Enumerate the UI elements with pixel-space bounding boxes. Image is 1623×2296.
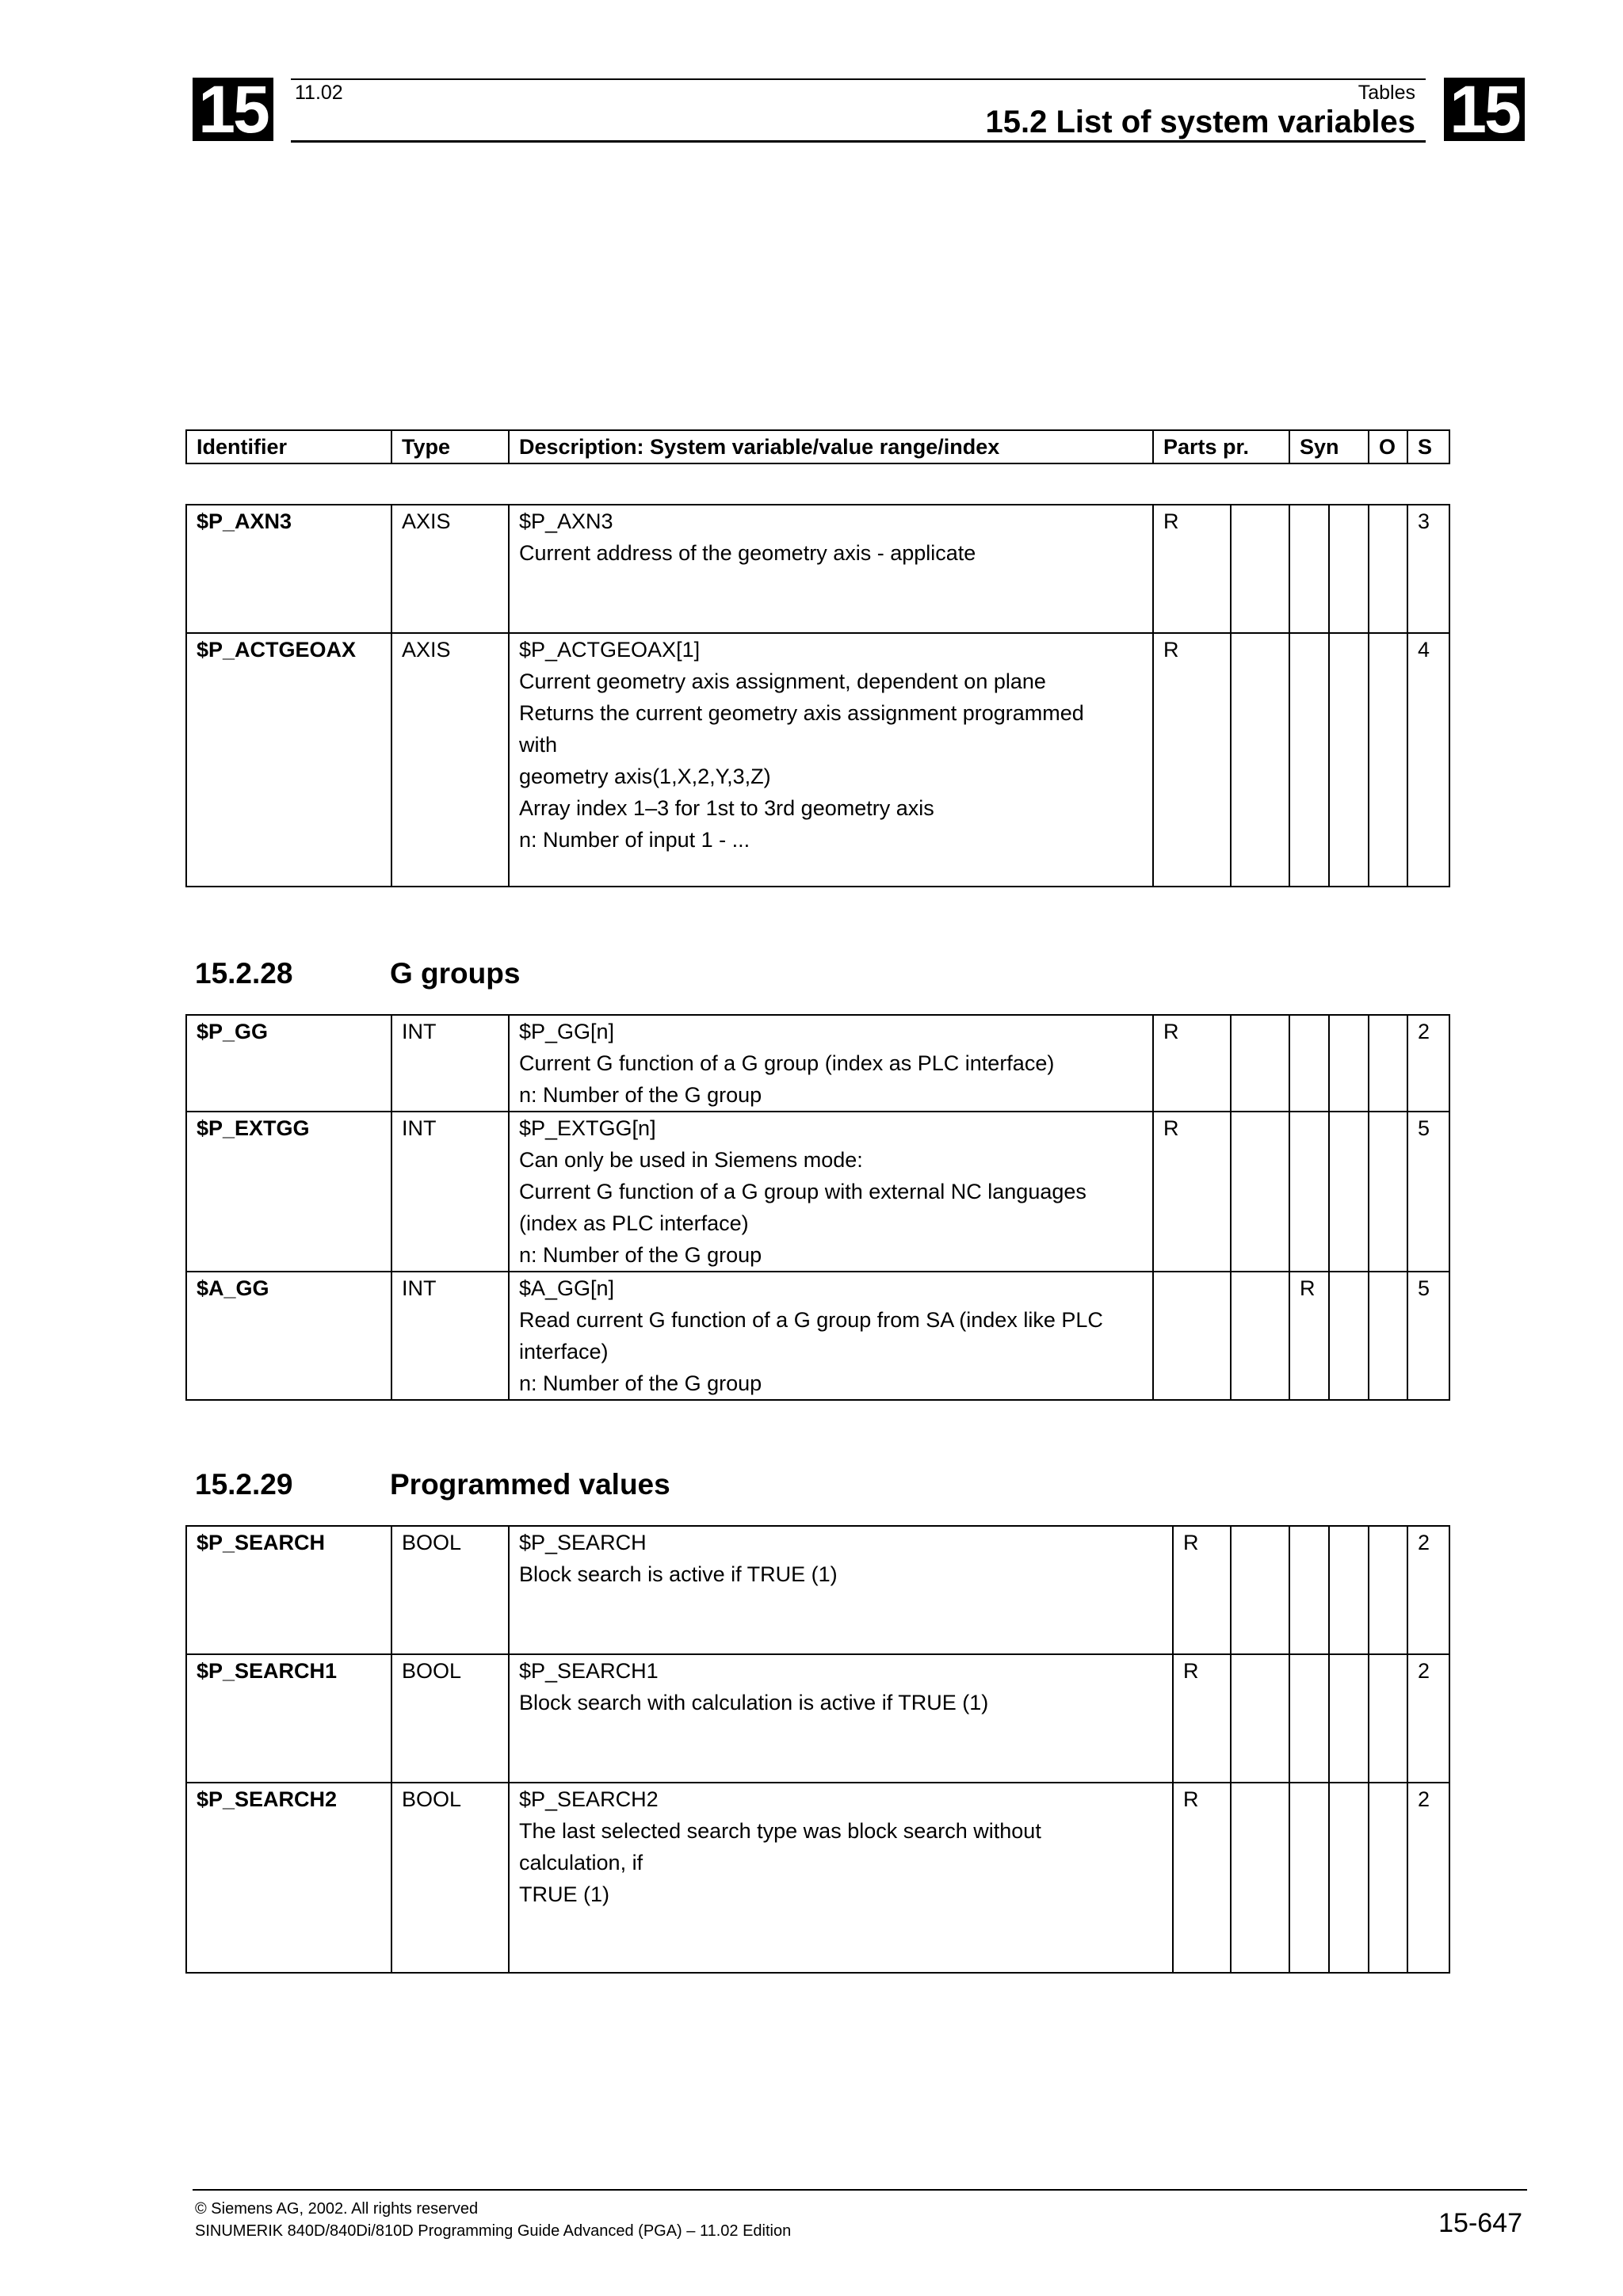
o-cell <box>1369 505 1407 633</box>
syn-cell <box>1289 1526 1329 1654</box>
description-cell <box>509 1526 1173 1654</box>
description-line: Can only be used in Siemens mode: <box>519 1148 863 1172</box>
identifier-cell: $P_GG <box>186 1015 391 1112</box>
description-line: with <box>519 733 558 757</box>
identifier-cell: $P_SEARCH <box>186 1526 391 1654</box>
footer-book-title: SINUMERIK 840D/840Di/810D Programming Guide Advanced (PGA) – 11.02 Edition <box>195 2222 792 2240</box>
description-line: $P_GG[n] <box>519 1020 615 1043</box>
parts-cell <box>1231 1272 1289 1400</box>
description-cell <box>509 1015 1153 1112</box>
description-line: Returns the current geometry axis assignment programmed <box>519 701 1084 725</box>
s-cell: 5 <box>1407 1272 1449 1400</box>
parts-cell <box>1231 505 1289 633</box>
syn-cell <box>1329 1526 1369 1654</box>
description-line: Current G function of a G group (index as PLC interface) <box>519 1051 1055 1075</box>
identifier-cell: $P_ACTGEOAX <box>186 633 391 887</box>
description-line: Current geometry axis assignment, dependent on plane <box>519 669 1046 693</box>
variables-table-axis <box>185 504 1450 887</box>
table-row <box>186 1272 1449 1400</box>
chapter-number-right: 15 <box>1444 78 1525 141</box>
description-cell <box>509 633 1153 887</box>
description-line: Array index 1–3 for 1st to 3rd geometry axis <box>519 796 934 820</box>
syn-cell: R <box>1289 1272 1329 1400</box>
section-number: 15.2.29 <box>195 1468 293 1501</box>
type-cell: BOOL <box>391 1654 509 1783</box>
header-rule-top <box>291 78 1426 80</box>
variables-table-programmed-values <box>185 1525 1450 1974</box>
s-cell: 2 <box>1407 1783 1449 1973</box>
parts-cell <box>1231 1112 1289 1272</box>
footer-rule <box>193 2189 1527 2191</box>
table-row <box>186 1526 1449 1654</box>
syn-cell <box>1329 1654 1369 1783</box>
header-section-label: Tables <box>1358 82 1415 104</box>
syn-cell <box>1289 1783 1329 1973</box>
section-title: G groups <box>390 957 521 990</box>
parts-cell: R <box>1173 1654 1231 1783</box>
footer-copyright: © Siemens AG, 2002. All rights reserved <box>195 2200 479 2218</box>
parts-cell <box>1153 1272 1231 1400</box>
description-line: Current G function of a G group with external NC languages <box>519 1180 1086 1203</box>
description-line: Block search with calculation is active if TRUE (1) <box>519 1691 989 1714</box>
description-cell <box>509 505 1153 633</box>
s-cell: 5 <box>1407 1112 1449 1272</box>
parts-cell <box>1231 1783 1289 1973</box>
identifier-cell: $P_SEARCH2 <box>186 1783 391 1973</box>
description-line: n: Number of the G group <box>519 1083 762 1107</box>
table-row <box>186 505 1449 633</box>
parts-cell: R <box>1173 1783 1231 1973</box>
syn-cell <box>1329 1272 1369 1400</box>
o-cell <box>1369 1272 1407 1400</box>
syn-cell <box>1329 1112 1369 1272</box>
col-header-description: Description: System variable/value range/index <box>509 430 1153 463</box>
parts-cell <box>1231 633 1289 887</box>
type-cell: BOOL <box>391 1526 509 1654</box>
parts-cell: R <box>1173 1526 1231 1654</box>
description-line: Block search is active if TRUE (1) <box>519 1562 838 1586</box>
section-title: Programmed values <box>390 1468 670 1501</box>
variables-table-g-groups <box>185 1014 1450 1401</box>
identifier-cell: $P_EXTGG <box>186 1112 391 1272</box>
syn-cell <box>1289 505 1329 633</box>
description-cell <box>509 1654 1173 1783</box>
description-line: $P_AXN3 <box>519 509 613 533</box>
description-line: $P_SEARCH <box>519 1531 647 1554</box>
s-cell: 2 <box>1407 1654 1449 1783</box>
column-header-row <box>186 430 1449 463</box>
parts-cell <box>1231 1526 1289 1654</box>
syn-cell <box>1329 1015 1369 1112</box>
header-date: 11.02 <box>295 82 343 104</box>
col-header-o: O <box>1369 430 1407 463</box>
syn-cell <box>1289 1015 1329 1112</box>
s-cell: 2 <box>1407 1526 1449 1654</box>
col-header-type: Type <box>391 430 509 463</box>
type-cell: AXIS <box>391 505 509 633</box>
description-cell <box>509 1783 1173 1973</box>
type-cell: BOOL <box>391 1783 509 1973</box>
identifier-cell: $A_GG <box>186 1272 391 1400</box>
description-line: TRUE (1) <box>519 1882 609 1906</box>
parts-cell: R <box>1153 633 1231 887</box>
syn-cell <box>1289 1654 1329 1783</box>
page-number: 15-647 <box>1438 2208 1522 2238</box>
table-row <box>186 1112 1449 1272</box>
parts-cell: R <box>1153 1112 1231 1272</box>
table-row <box>186 1783 1449 1973</box>
section-number: 15.2.28 <box>195 957 293 990</box>
col-header-parts-pr: Parts pr. <box>1153 430 1289 463</box>
description-line: Read current G function of a G group from SA (index like PLC <box>519 1308 1103 1332</box>
s-cell: 2 <box>1407 1015 1449 1112</box>
s-cell: 4 <box>1407 633 1449 887</box>
description-line: geometry axis(1,X,2,Y,3,Z) <box>519 765 771 788</box>
syn-cell <box>1329 1783 1369 1973</box>
o-cell <box>1369 633 1407 887</box>
description-line: calculation, if <box>519 1851 643 1875</box>
syn-cell <box>1289 1112 1329 1272</box>
parts-cell <box>1231 1654 1289 1783</box>
table-row <box>186 1654 1449 1783</box>
identifier-cell: $P_AXN3 <box>186 505 391 633</box>
description-line: $P_EXTGG[n] <box>519 1116 656 1140</box>
header-rule-bottom <box>291 140 1426 143</box>
o-cell <box>1369 1654 1407 1783</box>
o-cell <box>1369 1526 1407 1654</box>
description-line: $P_ACTGEOAX[1] <box>519 638 701 662</box>
identifier-cell: $P_SEARCH1 <box>186 1654 391 1783</box>
description-line: $P_SEARCH1 <box>519 1659 659 1683</box>
description-line: (index as PLC interface) <box>519 1211 749 1235</box>
description-line: Current address of the geometry axis - applicate <box>519 541 976 565</box>
description-line: n: Number of the G group <box>519 1371 762 1395</box>
o-cell <box>1369 1783 1407 1973</box>
description-line: The last selected search type was block search without <box>519 1819 1041 1843</box>
o-cell <box>1369 1112 1407 1272</box>
col-header-syn: Syn <box>1289 430 1369 463</box>
description-line: $P_SEARCH2 <box>519 1787 659 1811</box>
description-line: n: Number of input 1 - ... <box>519 828 750 852</box>
table-row <box>186 1015 1449 1112</box>
syn-cell <box>1289 633 1329 887</box>
description-line: interface) <box>519 1340 609 1363</box>
s-cell: 3 <box>1407 505 1449 633</box>
col-header-identifier: Identifier <box>186 430 391 463</box>
description-cell <box>509 1272 1153 1400</box>
parts-cell <box>1231 1015 1289 1112</box>
header-title: 15.2 List of system variables <box>985 105 1415 139</box>
description-line: n: Number of the G group <box>519 1243 762 1267</box>
table-row <box>186 633 1449 887</box>
column-header-table <box>185 429 1450 464</box>
description-line: $A_GG[n] <box>519 1276 615 1300</box>
description-cell <box>509 1112 1153 1272</box>
syn-cell <box>1329 505 1369 633</box>
o-cell <box>1369 1015 1407 1112</box>
parts-cell: R <box>1153 1015 1231 1112</box>
syn-cell <box>1329 633 1369 887</box>
type-cell: INT <box>391 1112 509 1272</box>
chapter-number-left: 15 <box>193 78 273 141</box>
type-cell: INT <box>391 1272 509 1400</box>
parts-cell: R <box>1153 505 1231 633</box>
type-cell: INT <box>391 1015 509 1112</box>
type-cell: AXIS <box>391 633 509 887</box>
col-header-s: S <box>1407 430 1449 463</box>
